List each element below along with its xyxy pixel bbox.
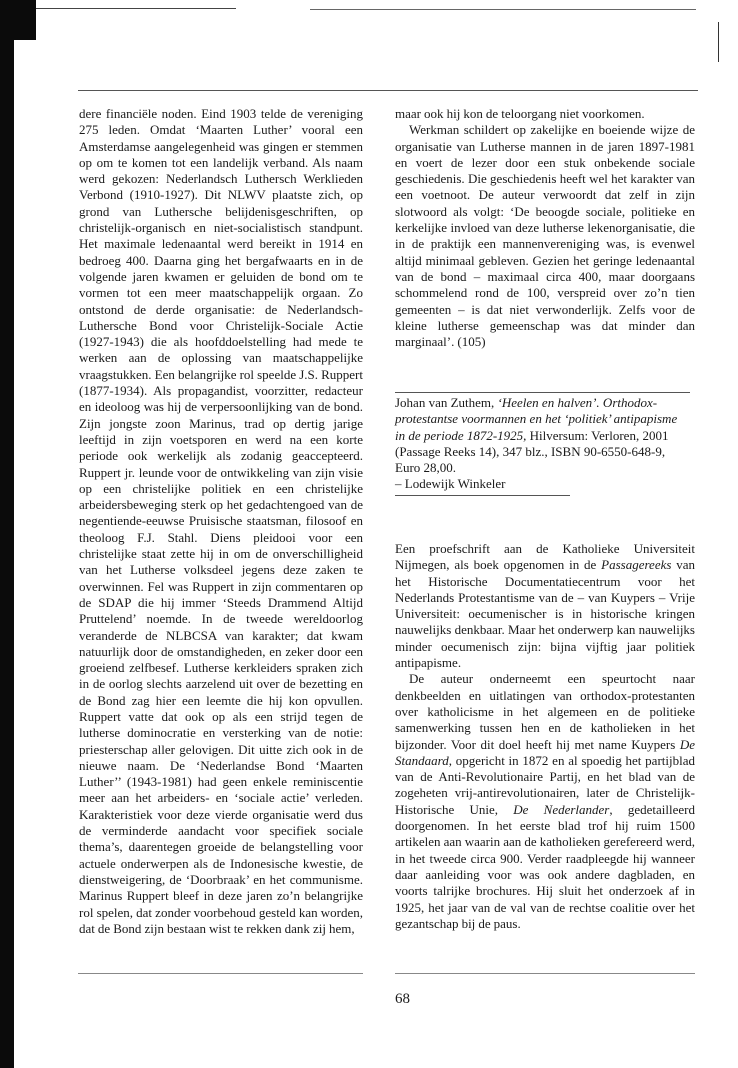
review-book-title: ‘Heelen en halven’. Orthodox-protestantse voormannen en het ‘politiek’ antipapisme in de periode 1872-1925, <box>395 395 678 443</box>
header-rule <box>78 90 698 91</box>
review-paragraph-2-text-a: De auteur onderneemt een speurtocht naar denkbeelden en uitlatingen van orthodox-protestanten over katholicisme in het algemeen en de politieke samenwerking tussen hen en de katholieken in het bijzonder. Voor dit doel heeft hij met name Kuypers <box>395 671 695 752</box>
review-paragraph-1-text-a: Een proefschrift aan de Katholieke Universiteit Nijmegen, als boek opgenomen in de <box>395 541 695 573</box>
review-paragraph-1-series: Passagereeks <box>601 557 672 573</box>
review-reviewer: – Lodewijk Winkeler <box>395 476 506 492</box>
review-paragraph-1 <box>395 541 695 671</box>
review-paragraph-2-text-b: , opgericht in 1872 en al spoedig het partijblad van de Anti-Revolutionaire Partij, en het blad van de zogeheten vrij-antirevolutionairen, later de Christelijk-Historische Unie, <box>395 752 695 817</box>
review-author: Johan van Zuthem, <box>395 395 495 410</box>
review-paragraph-2-newspaper-1: De Standaard <box>395 736 695 768</box>
review-heading-rule-top <box>395 392 690 393</box>
review-heading <box>395 392 690 496</box>
review-body <box>395 541 695 932</box>
scan-right-edge <box>718 22 719 62</box>
footer-rule-right <box>395 973 695 974</box>
left-paragraph: dere financiële noden. Eind 1903 telde de vereniging 275 leden. Omdat ‘Maarten Luther’ vooral een Amsterdamse aangelegenheid was gingen er stemmen op om te komen tot een landelijk verband. Als naam werd gekozen: Nederlandsch Luthersch Werklieden Verbond (1910-1927). Dit NLWV plaatste zich, op grond van Luthersche belijdenisgeschriften, op christelijk-organisch en niet-socialistisch standpunt. Het maximale ledenaantal werd bereikt in 1914 en bedroeg 400. Daarna ging het bergafwaarts en in de volgende jaren kwamen er geluiden de bond om te vormen tot een meer maatschappelijk orgaan. Zo ontstond de derde organisatie: de Nederlandsch-Luthersche Bond voor Christelijk-Sociale Actie (1927-1943) die als hoofddoelstelling had mede te werken aan de oplossing van maatschappelijke vraagstukken. Een belangrijke rol speelde J.S. Ruppert (1877-1934). Als propagandist, voorzitter, redacteur en ideoloog was hij de verpersoonlijking van de bond. Zijn jongste zoon Marinus, trad op dertig jarige leeftijd in zijn voetsporen en werd na een korte periode ook werkelijk als zodanig geaccepteerd. Ruppert jr. leunde voor de ontwikkeling van zijn visie op een christelijke politiek en een christelijke arbeidersbeweging sterk op het gedachtengoed van de negentiende-eeuwse Pruisische staatsman, filosoof en theoloog F.J. Stahl. Diens pleidooi voor een christelijke staat zette hij in om de onverschilligheid van het Lutherse volksdeel jegens deze zaken te overwinnen. Fel was Ruppert in zijn commentaren op de SDAP die hij immer ‘Steeds Drammend Altijd Pruttelend’ noemde. In de tweede wereldoorlog veranderde de NLBCSA van karakter; dat kwam natuurlijk door de omstandigheden, en zeker door een groeiend zelfbesef. Lutherse kerkleiders spraken zich in de oorlog slechts aarzelend uit over de bezetting en de Bond zag hier een leemte die hij kon opvullen. Ruppert vatte dat ook op als een strijd tegen de lutherse dominocratie en versterking van de notie: priesterschap aller gelovigen. Dit uitte zich ook in de nieuwe naam. De ‘Nederlandse Bond ‘Maarten Luther’’ (1943-1981) had geen enkele reminiscentie meer aan het arbeiders- en ‘sociale actie’ verleden. Karakteristiek voor deze vierde organisatie werd dus de verminderde aandacht voor specifiek sociale thema’s, daarentegen groeide de belangstelling voor actuele onderwerpen als de Indonesische kwestie, de dienstweigering, de ‘Doorbraak’ en het communisme. Marinus Ruppert bleef in deze jaren zo’n belangrijke rol spelen, dat zonder voorbehoud gesteld kan worden, dat de Bond zijn bestaan wist te rekken dank zij hem, <box>79 106 363 936</box>
scan-corner-shadow <box>14 0 36 40</box>
page-number: 68 <box>395 991 410 1007</box>
scan-top-line <box>36 8 236 9</box>
scan-left-border <box>0 0 14 1068</box>
review-publication: Hilversum: Verloren, 2001 (Passage Reeks 14), 347 blz., ISBN 90-6550-648-9, Euro 28,00. <box>395 427 669 476</box>
scan-top-line-right <box>310 9 696 10</box>
review-heading-rule-bottom <box>395 495 570 496</box>
review-paragraph-2 <box>395 671 695 932</box>
right-paragraph-continuation: maar ook hij kon de teloorgang niet voorkomen. <box>395 106 645 121</box>
left-column <box>79 106 363 937</box>
right-column-top <box>395 106 695 350</box>
review-paragraph-1-text-b: van het Historische Documentatiecentrum voor het Nederlands Protestantisme van de – van Kuypers – Vrije Universiteit: oecumenischer is in historische kringen nauwelijks denkbaar. Maar het onderwerp kan nauwelijks minder oecumenisch zijn: bijna vijftig jaar politiek antipapisme. <box>395 557 696 671</box>
right-paragraph-werkman: Werkman schildert op zakelijke en boeiende wijze de organisatie van Lutherse mannen in de jaren 1897-1981 en voert de lezer door een stuk onbekende sociale geschiedenis. Die geschiedenis heeft wel het karakter van een voetnoot. De auteur verwoordt dat zelf in zijn slotwoord als volgt: ‘De beoogde sociale, politieke en kerkelijke invloed van deze lutherse lekenorganisatie, die in de praktijk een mannenvereniging was, is evenwel altijd minimaal gebleven. Gezien het geringe ledenaantal van de bond – maximaal circa 400, maar doorgaans schommelend rond de 100, verspreid over zo’n tien gemeenten – is dat niet verwonderlijk. Zelfs voor de kleine lutherse gemeenschap was dat minder dan marginaal’. (105) <box>395 122 695 350</box>
review-paragraph-2-newspaper-2: De Nederlander <box>513 801 610 817</box>
footer-rule-left <box>78 973 363 974</box>
review-paragraph-2-text-c: , gedetailleerd doorgenomen. In het eerste blad trof hij ruim 1500 artikelen aan waarin aan de katholieken gerefereerd werd, in het tweede circa 900. Verder raadpleegde hij wanneer daar aanleiding voor was ook andere dagbladen, en voorts talrijke brochures. Hij sluit het onderzoek af in 1925, het jaar van de val van de rechtse coalitie over het gezantschap bij de paus. <box>395 801 695 931</box>
